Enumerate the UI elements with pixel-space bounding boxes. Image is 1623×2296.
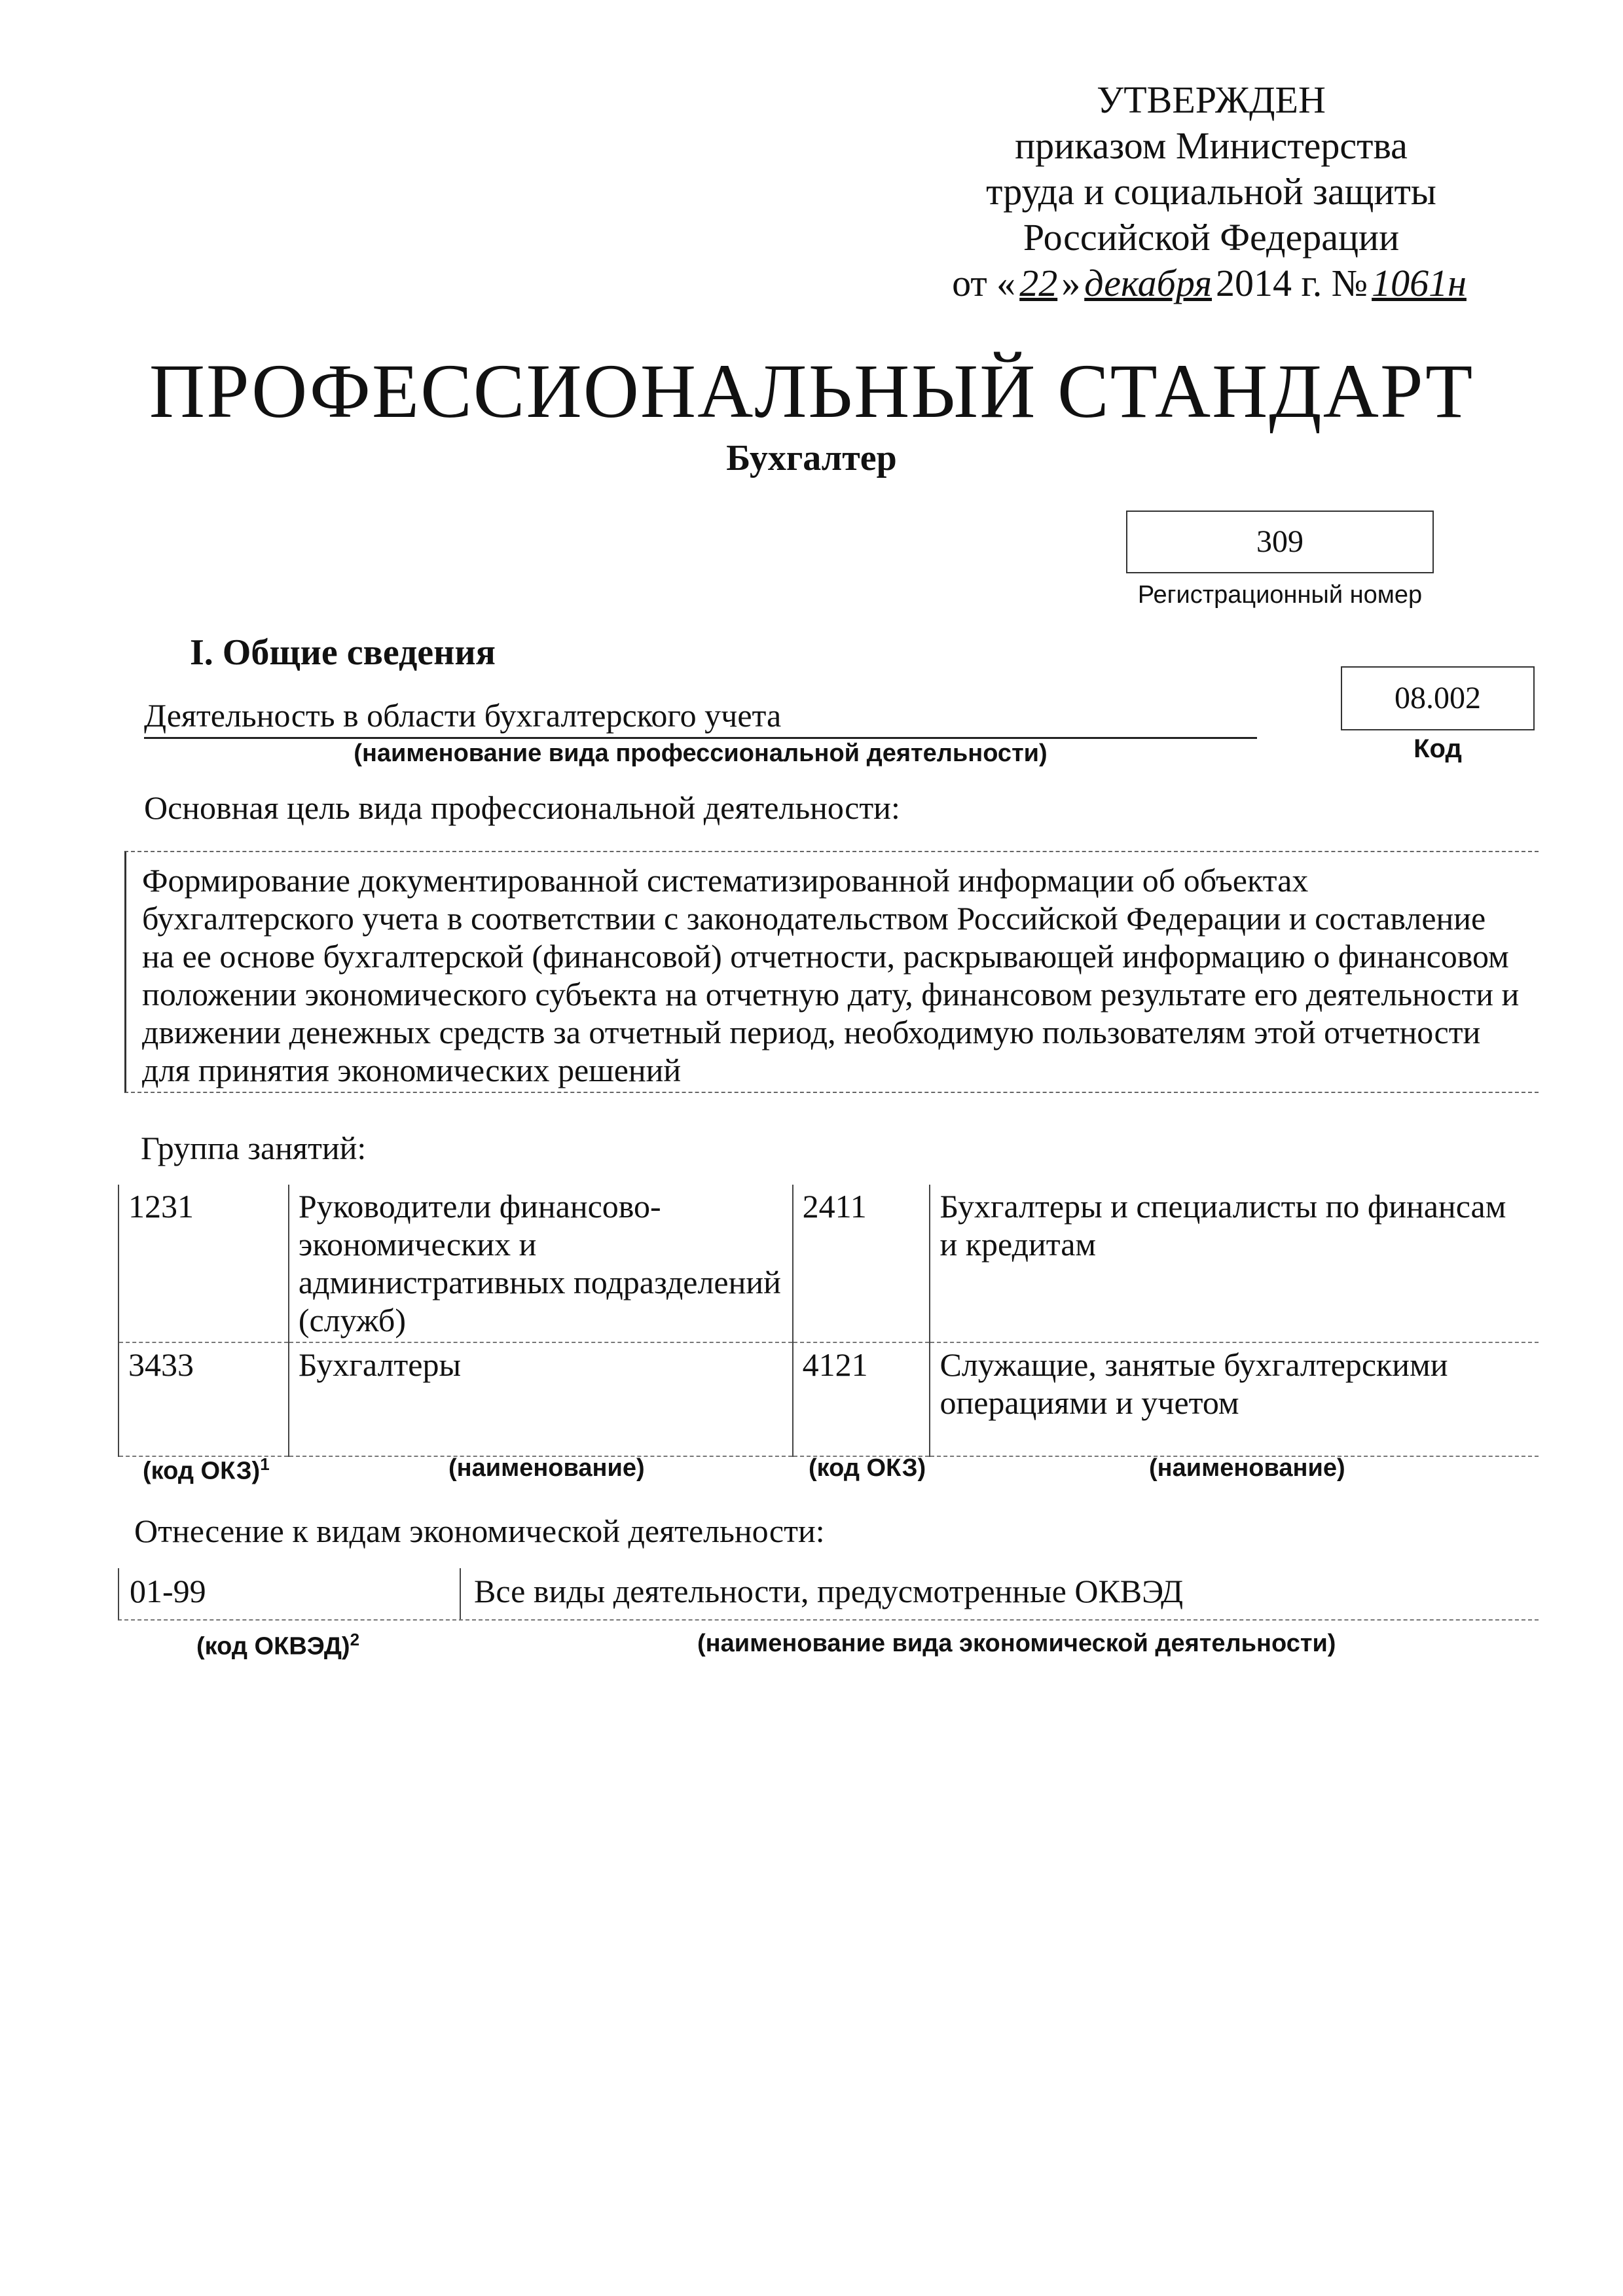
occupations-label: Группа занятий: [141, 1130, 367, 1166]
okz-name-caption-2: (наименование) [1149, 1454, 1345, 1482]
okz-code-cell: 4121 [793, 1342, 930, 1456]
approval-line-2: приказом Министерства [1015, 124, 1408, 167]
okved-label: Отнесение к видам экономической деятельности: [134, 1513, 825, 1549]
footnote-mark: 2 [350, 1630, 360, 1649]
activity-code-label: Код [1413, 734, 1462, 763]
approval-line-3: труда и социальной защиты [986, 170, 1436, 213]
okved-name-caption: (наименование вида экономической деятельности) [697, 1630, 1336, 1657]
approval-block [917, 77, 1506, 306]
okz-name-cell: Руководители финансово-экономических и административных подразделений (служб) [289, 1185, 793, 1342]
activity-code-box: 08.002 [1341, 666, 1535, 730]
okved-code: 01-99 [130, 1573, 206, 1609]
activity-caption: (наименование вида профессиональной деятельности) [354, 740, 1048, 767]
order-number: 1061н [1372, 262, 1467, 304]
approval-date-line [917, 260, 1506, 306]
section-title: I. Общие сведения [190, 632, 496, 673]
okz-name-caption-1: (наименование) [448, 1454, 645, 1482]
okved-code-caption [196, 1630, 359, 1661]
okz-code-caption-1 [143, 1454, 270, 1486]
caption-text: (код ОКЗ) [143, 1457, 261, 1485]
footnote-mark: 1 [260, 1454, 270, 1474]
okz-code-cell: 3433 [119, 1342, 289, 1456]
caption-text: (код ОКВЭД) [196, 1632, 350, 1660]
date-prefix: от « [952, 262, 1016, 304]
okz-code-cell: 2411 [793, 1185, 930, 1342]
okz-code-caption-2: (код ОКЗ) [809, 1454, 926, 1482]
goal-box: Формирование документированной систематизированной информации об объектах бухгалтерского учета в соответствии с законодательством Российской Федерации и составление на ее основе бухгалтерской (финансовой) отчетности, раскрывающей информацию о финансовом положении экономического субъекта на отчетную дату, финансовом результате его деятельности и движении денежных средств за отчетный период, необходимую пользователям этой отчетности для принятия экономических решений [124, 851, 1539, 1093]
goal-label: Основная цель вида профессиональной деятельности: [144, 789, 900, 826]
registration-number-box: 309 [1126, 511, 1434, 573]
table-row [119, 1342, 1539, 1456]
date-month: декабря [1084, 262, 1213, 304]
activity-name: Деятельность в области бухгалтерского учета [144, 694, 1257, 739]
approval-line-4: Российской Федерации [1023, 216, 1400, 259]
occupations-table [118, 1185, 1539, 1457]
date-year: 2014 г. № [1216, 262, 1368, 304]
date-day: 22 [1019, 262, 1058, 304]
okved-name: Все виды деятельности, предусмотренные ОКВЭД [460, 1568, 1183, 1619]
document-title: ПРОФЕССИОНАЛЬНЫЙ СТАНДАРТ [149, 348, 1474, 434]
document-subtitle: Бухгалтер [726, 438, 897, 478]
okz-name-cell: Служащие, занятые бухгалтерскими операциями и учетом [930, 1342, 1539, 1456]
okz-name-cell: Бухгалтеры и специалисты по финансам и кредитам [930, 1185, 1539, 1342]
okz-code-cell: 1231 [119, 1185, 289, 1342]
okved-row [118, 1568, 1539, 1621]
approval-line-1: УТВЕРЖДЕН [1097, 79, 1326, 121]
okz-name-cell: Бухгалтеры [289, 1342, 793, 1456]
date-mid: » [1061, 262, 1081, 304]
table-row [119, 1185, 1539, 1342]
registration-number-label: Регистрационный номер [1137, 581, 1423, 609]
